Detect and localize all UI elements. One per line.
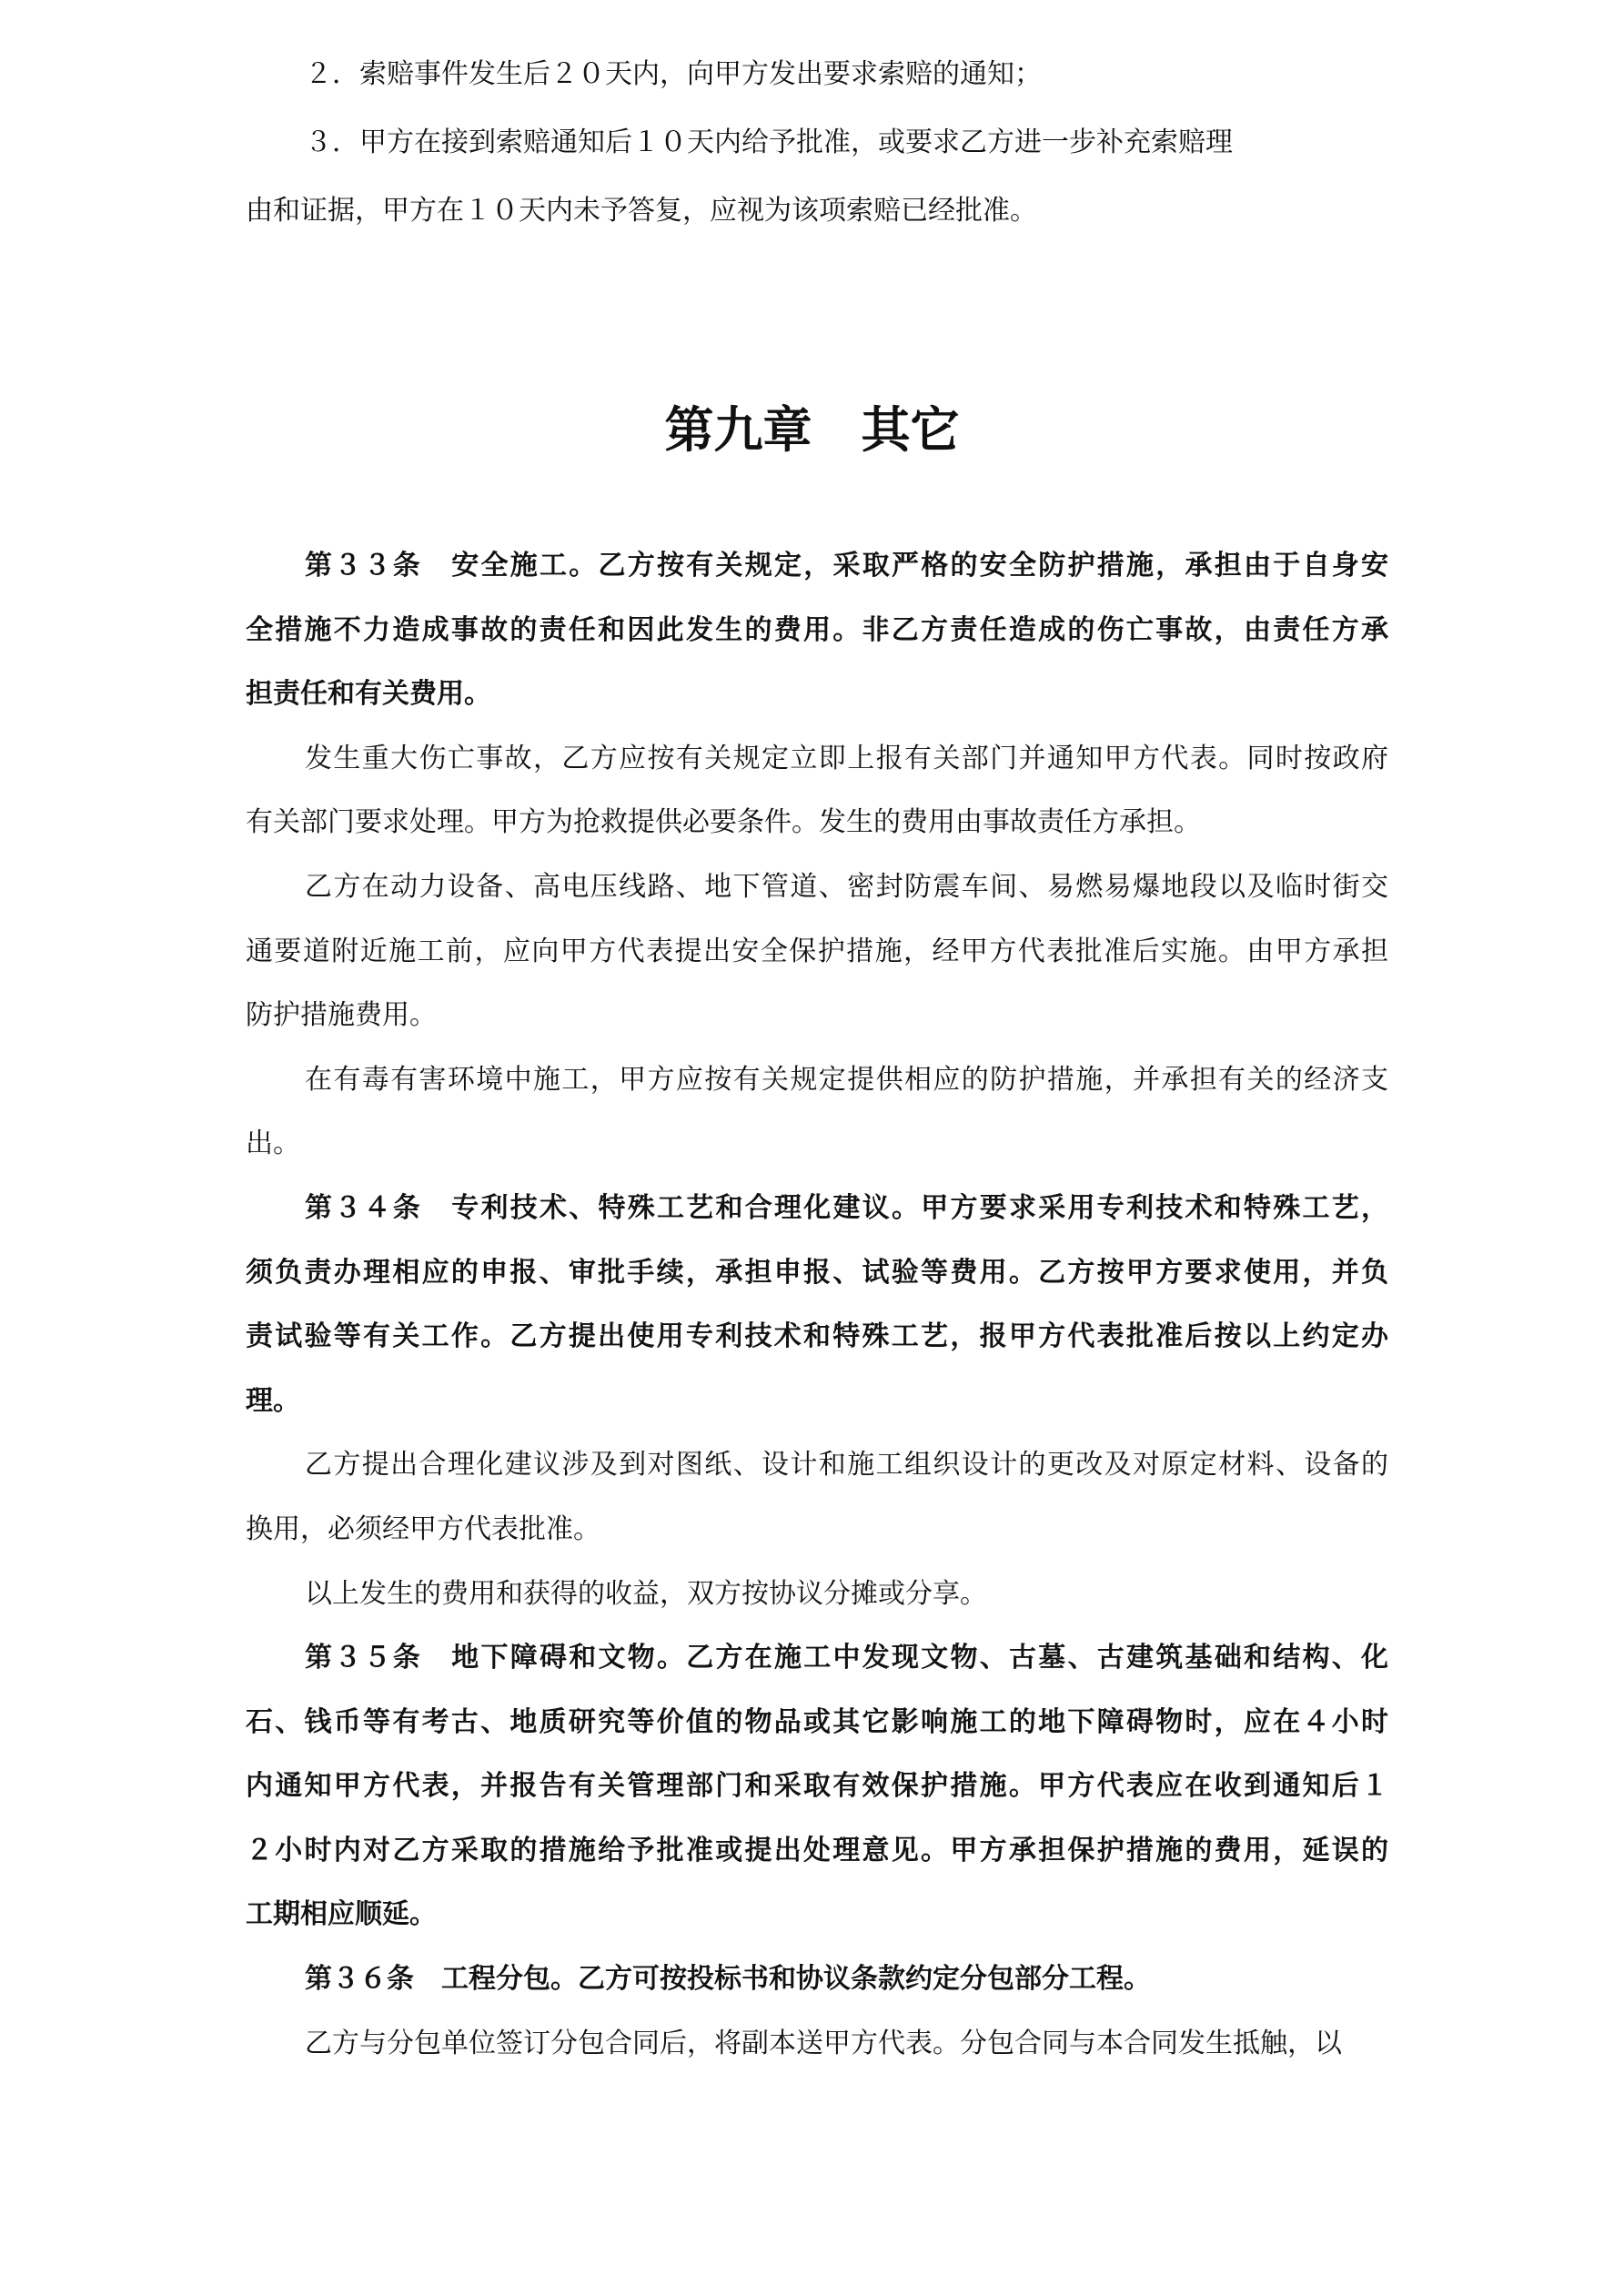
text-line: 全措施不力造成事故的责任和因此发生的费用。非乙方责任造成的伤亡事故，由责任方承 <box>246 613 1388 646</box>
paragraph <box>246 1563 1388 1627</box>
article-paragraph <box>246 534 1388 727</box>
text-line: 内通知甲方代表，并报告有关管理部门和采取有效保护措施。甲方代表应在收到通知后１ <box>246 1770 1388 1803</box>
text-line: ２小时内对乙方采取的措施给予批准或提出处理意见。甲方承担保护措施的费用，延误的 <box>246 1834 1388 1866</box>
text-line: ２．索赔事件发生后２０天内，向甲方发出要求索赔的通知； <box>305 58 1042 90</box>
article-paragraph <box>246 1947 1388 2012</box>
paragraph <box>246 1048 1388 1177</box>
text-line: 有关部门要求处理。甲方为抢救提供必要条件。发生的费用由事故责任方承担。 <box>246 806 1201 839</box>
text-line: 乙方在动力设备、高电压线路、地下管道、密封防震车间、易燃易爆地段以及临时街交 <box>305 870 1388 903</box>
text-line: 第３４条 专利技术、特殊工艺和合理化建议。甲方要求采用专利技术和特殊工艺， <box>305 1191 1388 1224</box>
chapter-title: 第九章 其它 <box>664 401 960 459</box>
text-line: 在有毒有害环境中施工，甲方应按有关规定提供相应的防护措施，并承担有关的经济支 <box>305 1063 1388 1096</box>
text-line: 以上发生的费用和获得的收益，双方按协议分摊或分享。 <box>305 1577 987 1610</box>
text-line: 责试验等有关工作。乙方提出使用专利技术和特殊工艺，报甲方代表批准后按以上约定办 <box>246 1320 1388 1353</box>
text-line: 乙方提出合理化建议涉及到对图纸、设计和施工组织设计的更改及对原定材料、设备的 <box>305 1449 1388 1482</box>
claims-procedure-section <box>246 40 1388 245</box>
paragraph <box>246 40 1388 108</box>
text-line: 工期相应顺延。 <box>246 1898 437 1931</box>
text-line: 由和证据，甲方在１０天内未予答复，应视为该项索赔已经批准。 <box>246 195 1037 227</box>
text-line: 石、钱币等有考古、地质研究等价值的物品或其它影响施工的地下障碍物时，应在４小时 <box>246 1705 1388 1738</box>
text-line: 第３３条 安全施工。乙方按有关规定，采取严格的安全防护措施，承担由于自身安 <box>305 550 1388 582</box>
text-line: 第３５条 地下障碍和文物。乙方在施工中发现文物、古墓、古建筑基础和结构、化 <box>305 1642 1388 1674</box>
text-line: 通要道附近施工前，应向甲方代表提出安全保护措施，经甲方代表批准后实施。由甲方承担 <box>246 935 1388 967</box>
text-line: 防护措施费用。 <box>246 999 437 1032</box>
text-line: 第３６条 工程分包。乙方可按投标书和协议条款约定分包部分工程。 <box>305 1963 1151 1996</box>
text-line: 换用，必须经甲方代表批准。 <box>246 1512 600 1545</box>
paragraph <box>246 1433 1388 1562</box>
text-line: 须负责办理相应的申报、审批手续，承担申报、试验等费用。乙方按甲方要求使用，并负 <box>246 1256 1388 1289</box>
text-line: 发生重大伤亡事故，乙方应按有关规定立即上报有关部门并通知甲方代表。同时按政府 <box>305 742 1388 774</box>
text-line: 理。 <box>246 1384 300 1417</box>
paragraph <box>246 855 1388 1048</box>
article-paragraph <box>246 1626 1388 1947</box>
chapter-body <box>246 534 1388 2076</box>
text-line: ３．甲方在接到索赔通知后１０天内给予批准，或要求乙方进一步补充索赔理 <box>305 126 1233 158</box>
paragraph <box>246 727 1388 855</box>
text-line: 担责任和有关费用。 <box>246 678 491 711</box>
article-paragraph <box>246 1177 1388 1433</box>
paragraph <box>246 2012 1388 2077</box>
paragraph <box>246 108 1388 245</box>
text-line: 乙方与分包单位签订分包合同后，将副本送甲方代表。分包合同与本合同发生抵触，以 <box>305 2027 1342 2059</box>
text-line: 出。 <box>246 1128 300 1160</box>
